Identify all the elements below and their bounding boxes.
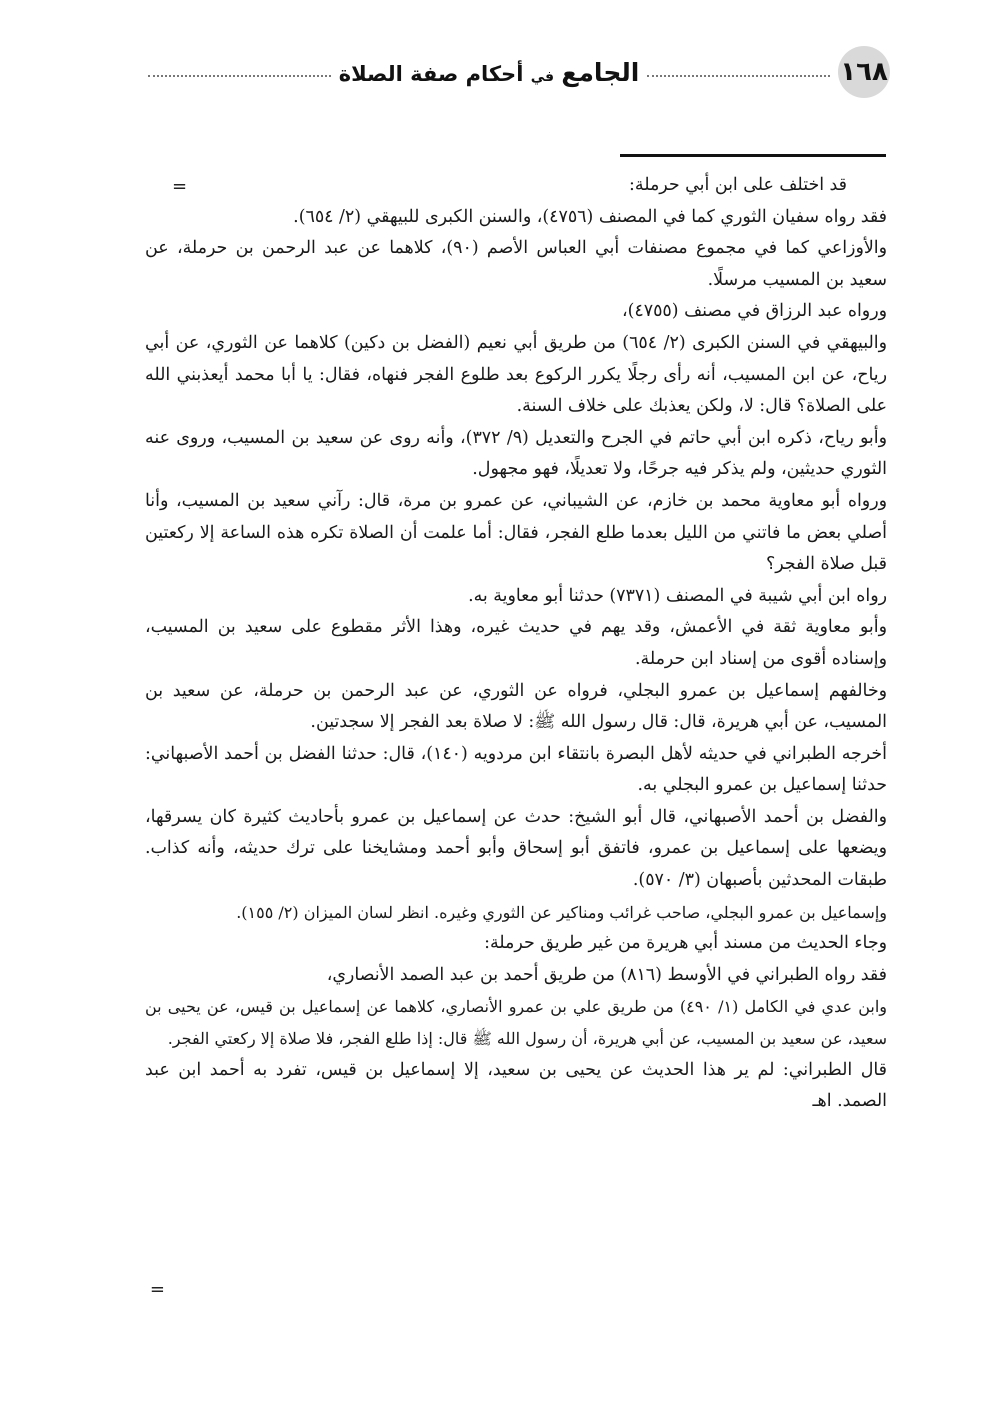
paragraph-5: والبيهقي في السنن الكبرى (٢/ ٦٥٤) من طريق أبي نعيم (الفضل بن دكين) كلاهما عن الثوري، عن أبي رياح، عن ابن المسيب، أنه رأى رجلًا يكرر الركوع بعد طلوع الفجر فنهاه، فقال: يا أبا محمد أيعذبني الله على الصلاة؟ قال: لا، ولكن يعذبك على خلاف السنة. (145, 332, 888, 417)
paragraph-13: وإسماعيل بن عمرو البجلي، صاحب غرائب ومناكير عن الثوري وغيره. انظر لسان الميزان (٢/ ١٥٥). (236, 902, 887, 922)
paragraph-3: والأوزاعي كما في مجموع مصنفات أبي العباس الأصم (٩٠)، كلاهما عن عبد الرحمن بن حرملة، عن سعيد بن المسيب مرسلًا. (145, 238, 887, 290)
paragraph-14: وجاء الحديث من مسند أبي هريرة من غير طريق حرملة: (484, 933, 887, 954)
continuation-mark-end: = (149, 1279, 165, 1300)
book-title-main: الجامع (561, 57, 640, 87)
paragraph-4: ورواه عبد الرزاق في مصنف (٤٧٥٥)، (622, 301, 887, 322)
footnote-separator-rule (620, 154, 886, 157)
book-title-connector: في (530, 68, 555, 85)
continuation-mark-start: = (172, 176, 188, 197)
header-dot-leader-right (647, 75, 830, 77)
paragraph-8: رواه ابن أبي شيبة في المصنف (٧٣٧١) حدثنا أبو معاوية به. (468, 585, 887, 606)
page-header (140, 46, 890, 98)
book-title-sub: أحكام صفة الصلاة (338, 61, 524, 86)
paragraph-2: فقد رواه سفيان الثوري كما في المصنف (٤٧٥٦)، والسنن الكبرى للبيهقي (٢/ ٦٥٤). (293, 206, 887, 227)
paragraph-7: ورواه أبو معاوية محمد بن خازم، عن الشيباني، عن عمرو بن مرة، قال: رآني سعيد بن المسيب، وأنا أصلي بعض ما فاتني من الليل بعدما طلع الفجر، فقال: أما علمت أن الصلاة تكره هذه الساعة إلا ركعتين قبل صلاة الفجر؟ (145, 490, 887, 575)
footnote-body (145, 170, 887, 1118)
paragraph-6: وأبو رياح، ذكره ابن أبي حاتم في الجرح والتعديل (٩/ ٣٧٢)، وأنه روى عن سعيد بن المسيب، وروى عنه الثوري حديثين، ولم يذكر فيه جرحًا، ولا تعديلًا، فهو مجهول. (145, 427, 888, 480)
paragraph-9: وأبو معاوية ثقة في الأعمش، وقد يهم في حديث غيره، وهذا الأثر مقطوع على سعيد بن المسيب، وإسناده أقوى من إسناد ابن حرملة. (145, 617, 887, 669)
paragraph-11: أخرجه الطبراني في حديثه لأهل البصرة بانتقاء ابن مردويه (١٤٠)، قال: حدثنا الفضل بن أحمد الأصبهاني: حدثنا إسماعيل بن عمرو البجلي به. (145, 743, 887, 796)
header-dot-leader-left (148, 75, 331, 77)
paragraph-12: والفضل بن أحمد الأصبهاني، قال أبو الشيخ: حدث عن إسماعيل بن عمرو بأحاديث كثيرة كان يسرقها، ويضعها على إسماعيل بن عمرو، فاتفق أبو إسحاق وأبو أحمد ومشايخنا على ترك حديثه، وأنه كذاب. طبقات المحدثين بأصبهان (٣/ ٥٧٠). (145, 806, 887, 891)
page-number-badge: ١٦٨ (838, 46, 890, 98)
paragraph-15: فقد رواه الطبراني في الأوسط (٨١٦) من طريق أحمد بن عبد الصمد الأنصاري، (326, 964, 887, 985)
paragraph-1: قد اختلف على ابن أبي حرملة: (629, 175, 847, 195)
book-title (339, 58, 640, 87)
paragraph-16: وابن عدي في الكامل (١/ ٤٩٠) من طريق علي بن عمرو الأنصاري، كلاهما عن إسماعيل بن قيس، عن يحيى بن سعيد، عن سعيد بن المسيب، عن أبي هريرة، أن رسول الله ﷺ قال: إذا طلع الفجر، فلا صلاة إلا ركعتي الفجر. (145, 997, 887, 1049)
paragraph-17: قال الطبراني: لم ير هذا الحديث عن يحيى بن سعيد، إلا إسماعيل بن قيس، تفرد به أحمد ابن عبد الصمد. اهـ (145, 1059, 887, 1112)
paragraph-10: وخالفهم إسماعيل بن عمرو البجلي، فرواه عن الثوري، عن عبد الرحمن بن حرملة، عن سعيد بن المسيب، عن أبي هريرة، قال: قال رسول الله ﷺ: لا صلاة بعد الفجر إلا سجدتين. (145, 680, 887, 733)
